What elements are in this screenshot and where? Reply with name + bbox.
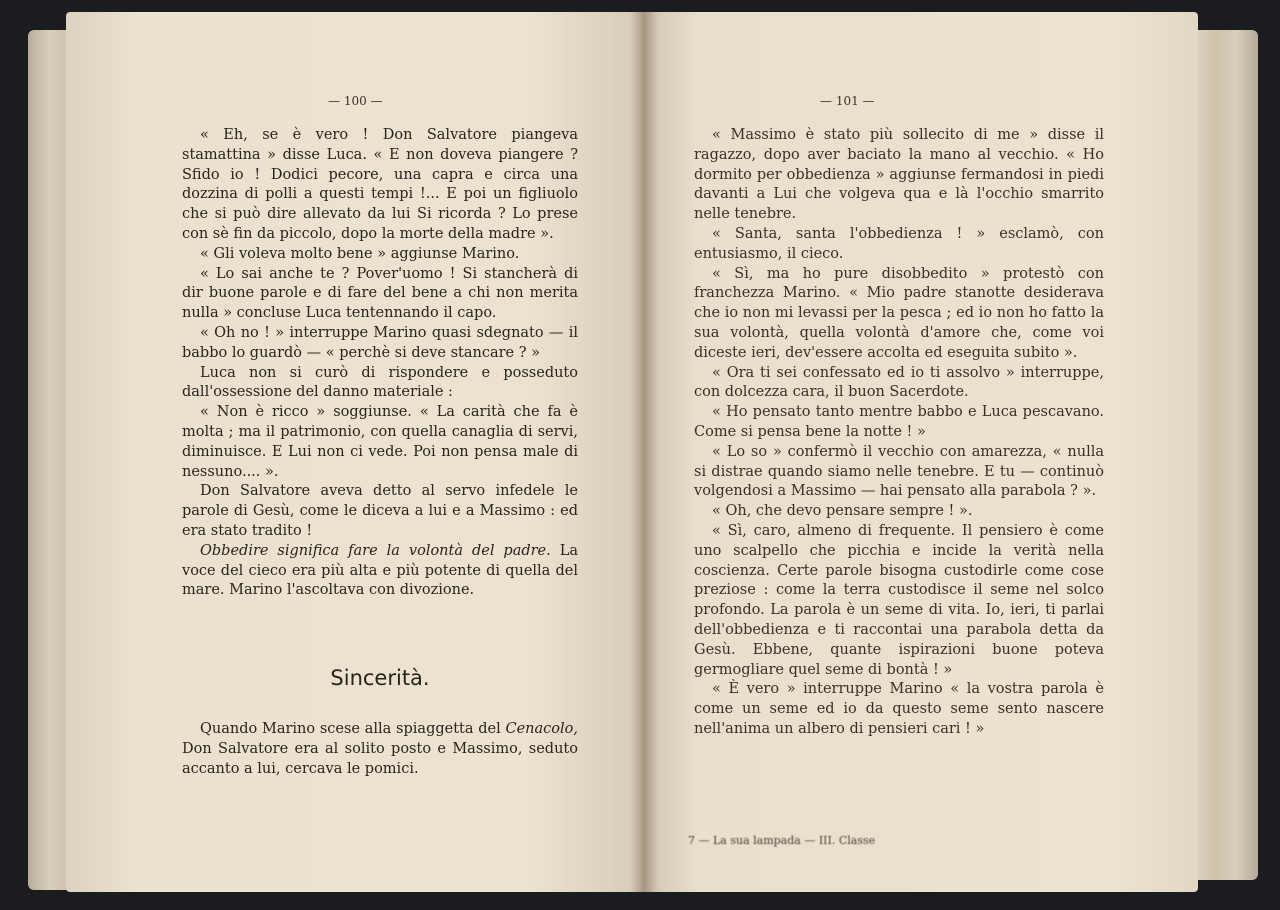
paragraph: « Sì, ma ho pure disobbedito » protestò con franchezza Marino. « Mio padre stanotte desiderava che io non mi levassi per la pesca ; ed io non ho fatto la sua volontà, quella volontà d'amore che, come voi diceste ieri, dev'essere accolta ed eseguita subito ». — [694, 265, 1104, 361]
book-gutter — [630, 12, 658, 892]
open-book — [28, 8, 1258, 896]
paragraph: « Massimo è stato più sollecito di me » disse il ragazzo, dopo aver baciato la mano al vecchio. « Ho dormito per obbedienza » aggiunse fermandosi in piedi davanti a Lui che volgeva qua e là l'occhio smarrito nelle tenebre. — [694, 127, 1104, 223]
paragraph: « Santa, santa l'obbedienza ! » esclamò, con entusiasmo, il cieco. — [694, 225, 1104, 262]
paragraph: « Lo so » confermò il vecchio con amarezza, « nulla si distrae quando siamo nelle tenebre. E tu — continuò volgendosi a Massimo — hai pensato alla parabola ? ». — [694, 443, 1104, 500]
right-page-text — [694, 126, 1104, 740]
paragraph: « Sì, caro, almeno di frequente. Il pensiero è come uno scalpello che picchia e incide la verità nella coscienza. Certe parole bisogna custodirle come cose preziose : come la terra custodisce il seme nel solco profondo. La parola è un seme di vita. Io, ieri, ti parlai dell'obbedienza e ti raccontai una parabola detta da Gesù. Ebbene, quante ispirazioni buone poteva germogliare quel seme di bontà ! » — [694, 522, 1104, 678]
paragraph-with-italic — [182, 542, 578, 601]
right-page — [642, 12, 1198, 892]
sentence-continuation: La voce del cieco era più alta e più potente di quella del mare. Marino l'ascoltava con divozione. — [182, 542, 578, 599]
chapter-text-a: Quando Marino scese alla spiaggetta del — [200, 721, 506, 737]
chapter-opening-text — [182, 720, 578, 779]
chapter-text-italic: Cenacolo, — [505, 721, 578, 737]
paragraph: « Ho pensato tanto mentre babbo e Luca pescavano. Come si pensa bene la notte ! » — [694, 404, 1104, 440]
left-page-number: — 100 — — [328, 94, 383, 108]
italic-sentence: Obbedire significa fare la volontà del padre. — [200, 542, 551, 559]
paragraph: Luca non si curò di rispondere e posseduto dall'ossessione del danno materiale : — [182, 364, 578, 401]
left-page — [66, 12, 646, 892]
paragraph: « Eh, se è vero ! Don Salvatore piangeva stamattina » disse Luca. « E non doveva piangere ? Sfido io ! Dodici pecore, una capra e circa una dozzina di polli a questi tempi !... E poi un figliuolo che si può dire allevato da lui Si ricorda ? Lo prese con sè fin da piccolo, dopo la morte della madre ». — [182, 127, 578, 242]
page-footer: 7 — La sua lampada — III. Classe — [688, 834, 876, 847]
paragraph: « Oh, che devo pensare sempre ! ». — [712, 503, 973, 520]
chapter-text-b: Don Salvatore era al solito posto e Massimo, seduto accanto a lui, cercava le pomici. — [182, 740, 578, 777]
chapter-heading: Sincerità. — [330, 666, 430, 690]
left-page-text — [182, 126, 578, 601]
right-page-number: — 101 — — [820, 94, 875, 108]
paragraph: « Lo sai anche te ? Pover'uomo ! Si stancherà di dir buone parole e di fare del bene a chi non merita nulla » concluse Luca tentennando il capo. — [182, 265, 578, 322]
paragraph: « Gli voleva molto bene » aggiunse Marino. — [200, 245, 520, 262]
paragraph — [182, 720, 578, 779]
paragraph: Don Salvatore aveva detto al servo infedele le parole di Gesù, come le diceva a lui e a Massimo : ed era stato tradito ! — [182, 483, 578, 539]
paragraph: « È vero » interruppe Marino « la vostra parola è come un seme ed io da questo seme sento nascere nell'anima un albero di pensieri cari ! » — [694, 681, 1104, 737]
paragraph: « Oh no ! » interruppe Marino quasi sdegnato — il babbo lo guardò — « perchè si deve stancare ? » — [182, 324, 578, 361]
paragraph: « Non è ricco » soggiunse. « La carità che fa è molta ; ma il patrimonio, con quella canaglia di servi, diminuisce. E Lui non ci vede. Poi non pensa male di nessuno.... ». — [182, 404, 578, 480]
paragraph: « Ora ti sei confessato ed io ti assolvo » interruppe, con dolcezza cara, il buon Sacerdote. — [694, 364, 1104, 401]
